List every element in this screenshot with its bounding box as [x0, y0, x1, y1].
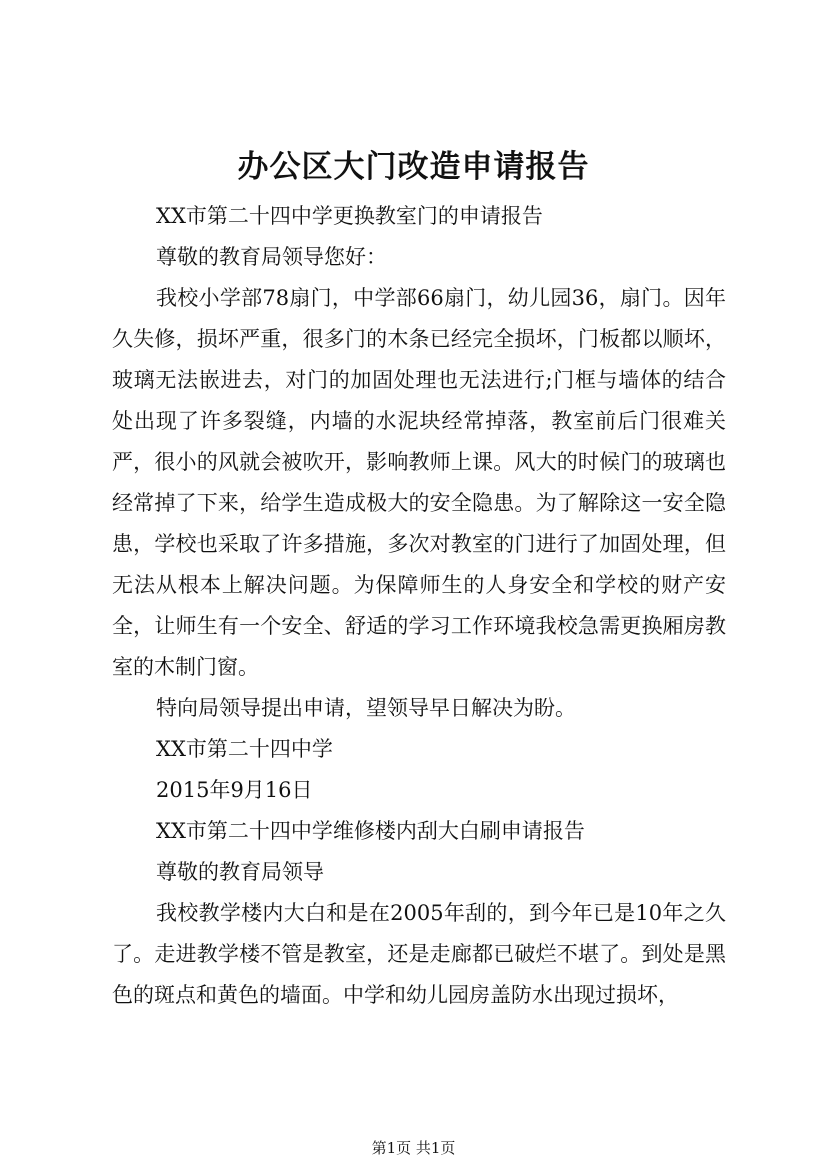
page-footer: 第1页 共1页 — [371, 1139, 456, 1157]
paragraph-salutation-2: 尊敬的教育局领导 — [156, 860, 324, 884]
paragraph-request: 特向局领导提出申请，望领导早日解决为盼。 — [156, 696, 576, 720]
document-title: 办公区大门改造申请报告 — [237, 149, 590, 185]
paragraph-date: 2015年9月16日 — [156, 778, 313, 802]
paragraph-salutation-1: 尊敬的教育局领导您好： — [156, 245, 387, 269]
paragraph-signature: XX市第二十四中学 — [156, 737, 333, 761]
paragraph-body-2: 我校教学楼内大白和是在2005年刮的，到今年已是10年之久了。走进教学楼不管是教室，还是走廊都已破烂不堪了。到处是黑色的斑点和黄色的墙面。中学和幼儿园房盖防水出现过损坏， — [112, 901, 726, 1007]
document-body — [112, 196, 726, 1016]
paragraph-body-1: 我校小学部78扇门，中学部66扇门，幼儿园36，扇门。因年久失修，损坏严重，很多门的木条已经完全损坏，门板都以顺坏，玻璃无法嵌进去，对门的加固处理也无法进行;门框与墙体的结合处出现了许多裂缝，内墙的水泥块经常掉落，教室前后门很难关严，很小的风就会被吹开，影响教师上课。风大的时候门的玻璃也经常掉了下来，给学生造成极大的安全隐患。为了解除这一安全隐患，学校也采取了许多措施，多次对教室的门进行了加固处理，但无法从根本上解决问题。为保障师生的人身安全和学校的财产安全，让师生有一个安全、舒适的学习工作环境我校急需更换厢房教室的木制门窗。 — [112, 286, 726, 679]
paragraph-subtitle-2: XX市第二十四中学维修楼内刮大白刷申请报告 — [156, 819, 585, 843]
paragraph-subtitle-1: XX市第二十四中学更换教室门的申请报告 — [156, 204, 543, 228]
